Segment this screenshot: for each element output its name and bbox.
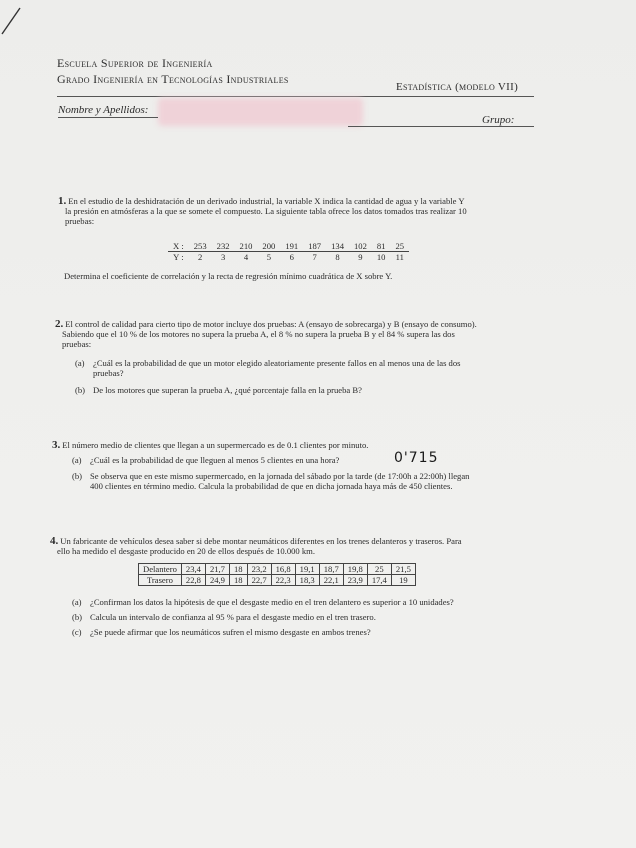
rear-value-cell: 22,7 [247,575,271,586]
x-value-cell: 102 [349,241,372,252]
rear-row [139,575,416,586]
x-value-cell: 25 [390,241,409,252]
rear-value-cell: 24,9 [205,575,229,586]
y-value-cell: 10 [376,252,386,262]
y-value-cell: 9 [358,252,363,262]
front-value-cell: 16,8 [271,564,295,575]
front-value-cell-label: Delantero [139,564,182,575]
question-2: 2. El control de calidad para cierto tipo de motor incluye dos pruebas: A (ensayo de sobrecarga) y B (ensayo de consumo). Sabiendo que el 10 % de los motores no supera la prueba A, el 8 % no supera la prueba B y el 84 % supera las dos pruebas: [55,318,477,349]
front-value-cell: 19,8 [343,564,367,575]
y-value-cell: 8 [335,252,340,262]
front-value-cell: 23,2 [247,564,271,575]
question-2b: (b) De los motores que superan la prueba A, ¿qué porcentaje falla en la prueba B? [75,385,362,395]
pen-stroke-mark [0,0,30,40]
school-name: Escuela Superior de Ingeniería [57,56,213,70]
name-underline [58,117,158,118]
rear-value-cell: 19 [391,575,415,586]
question-4c: (c) ¿Se puede afirmar que los neumáticos sufren el mismo desgaste en ambos trenes? [72,627,371,637]
x-value-cell-label: X : [168,241,189,252]
wear-table [138,563,416,586]
group-label: Grupo: [482,114,515,126]
degree-name: Grado Ingeniería en Tecnologías Industriales [57,72,289,86]
x-value-cell: 200 [257,241,280,252]
rear-value-cell: 18,3 [295,575,319,586]
rear-value-cell: 22,3 [271,575,295,586]
handwritten-answer: 0'715 [394,450,439,466]
front-value-cell: 19,1 [295,564,319,575]
rear-value-cell: 23,9 [343,575,367,586]
front-value-cell: 21,7 [205,564,229,575]
question-3b: (b) Se observa que en este mismo supermercado, en la jornada del sábado por la tarde (de 17:00h a 22:00h) llegan 400 clientes en término medio. Calcula la probabilidad de que en dicha jornada haya más de 450 clientes. [72,471,470,491]
rear-value-cell: 22,8 [181,575,205,586]
front-value-cell: 25 [367,564,391,575]
name-label: Nombre y Apellidos: [58,104,149,116]
rear-value-cell-label: Trasero [139,575,182,586]
question-number: 1. [58,195,67,207]
front-row [139,564,416,575]
y-value-cell: 3 [220,252,226,262]
question-3a: (a) ¿Cuál es la probabilidad de que lleguen al menos 5 clientes en una hora? [72,455,340,465]
x-value-cell: 191 [280,241,303,252]
y-row [168,252,409,263]
front-value-cell: 18 [229,564,247,575]
rear-value-cell: 18 [229,575,247,586]
subject-name: Estadística (modelo VII) [396,81,519,93]
front-value-cell: 18,7 [319,564,343,575]
rear-value-cell: 22,1 [319,575,343,586]
x-value-cell: 81 [372,241,391,252]
question-2a: (a) ¿Cuál es la probabilidad de que un motor elegido aleatoriamente presente fallos en al menos una de las dos pruebas? [75,358,461,378]
question-4a: (a) ¿Confirman los datos la hipótesis de que el desgaste medio en el tren delantero es superior a 10 unidades? [72,597,454,607]
y-value-cell: 11 [395,252,404,262]
y-value-cell: 4 [243,252,249,262]
y-value-cell: 5 [266,252,272,262]
y-value-cell: 7 [312,252,317,262]
y-value-cell: 2 [198,252,203,262]
group-underline [348,126,534,127]
question-4b: (b) Calcula un intervalo de confianza al 95 % para el desgaste medio en el tren trasero. [72,612,376,622]
x-value-cell: 232 [212,241,235,252]
x-value-cell: 253 [189,241,212,252]
x-value-cell: 210 [235,241,258,252]
xy-data-table [168,241,409,262]
header-rule [57,96,534,97]
x-value-cell: 187 [303,241,326,252]
x-value-cell: 134 [326,241,349,252]
question-3: 3. El número medio de clientes que llegan a un supermercado es de 0.1 clientes por minuto. [52,439,369,451]
question-4: 4. Un fabricante de vehículos desea saber si debe montar neumáticos diferentes en los trenes delanteros y traseros. Para ello ha medido el desgaste producido en 20 de ellos después de 10.000 km. [50,535,462,556]
question-1: 1. En el estudio de la deshidratación de un derivado industrial, la variable X indica la cantidad de agua y la variable Y la presión en atmósferas a la que se somete el compuesto. La siguiente tabla ofrece los datos tomados tras realizar 10 pruebas: [58,195,467,226]
y-value-cell: 6 [289,252,294,262]
front-value-cell: 23,4 [181,564,205,575]
question-1-task: Determina el coeficiente de correlación y la recta de regresión mínimo cuadrática de X sobre Y. [64,271,393,281]
rear-value-cell: 17,4 [367,575,391,586]
front-value-cell: 21,5 [391,564,415,575]
x-row [168,241,409,252]
y-value-cell-label: Y : [173,252,184,262]
redacted-name [158,98,363,126]
